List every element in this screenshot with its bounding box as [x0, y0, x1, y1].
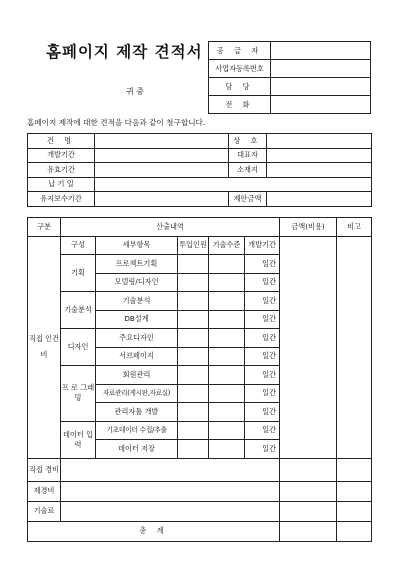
personnel-cell[interactable] — [178, 421, 209, 440]
total-amount[interactable] — [280, 521, 337, 541]
document-title: 홈페이지 제작 견적서 — [46, 43, 203, 61]
personnel-cell[interactable] — [178, 255, 209, 274]
personnel-cell[interactable] — [178, 366, 209, 385]
supplier-label: 공 급 자 — [209, 42, 271, 60]
skill-cell[interactable] — [209, 292, 245, 311]
personnel-cell[interactable] — [178, 273, 209, 292]
personnel-cell[interactable] — [178, 329, 209, 348]
valid-period-label: 유효기간 — [28, 163, 95, 178]
maintenance-period-label: 유지보수기간 — [28, 192, 95, 207]
phone-value[interactable] — [271, 96, 371, 114]
period-cell: 일간 — [245, 310, 280, 329]
delivery-date-label: 납 기 일 — [28, 177, 95, 192]
dev-period-value[interactable] — [95, 148, 229, 163]
period-cell: 일간 — [245, 273, 280, 292]
address-value[interactable] — [267, 163, 372, 178]
tech-fee-note[interactable] — [337, 501, 372, 521]
personnel-cell[interactable] — [178, 292, 209, 311]
personnel-cell[interactable] — [178, 310, 209, 329]
item-data-storage: 데이터 저장 — [96, 440, 178, 459]
labor-note-cell[interactable] — [337, 236, 372, 458]
manager-value[interactable] — [271, 78, 371, 96]
group-data-entry: 데이터 입 력 — [61, 421, 96, 458]
overhead-note[interactable] — [337, 481, 372, 501]
phone-label: 전 화 — [209, 96, 271, 114]
period-cell: 일간 — [245, 366, 280, 385]
skill-cell[interactable] — [209, 440, 245, 459]
item-project-planning: 프로젝트기획 — [96, 255, 178, 274]
personnel-cell[interactable] — [178, 403, 209, 422]
total-label: 총 계 — [28, 521, 280, 541]
item-sub-page: 서브페이지 — [96, 347, 178, 366]
period-header: 개발기간 — [245, 236, 280, 255]
period-cell: 일간 — [245, 421, 280, 440]
item-header: 세부항목 — [96, 236, 178, 255]
skill-cell[interactable] — [209, 384, 245, 403]
details-header: 산출내역 — [61, 218, 280, 237]
group-programming: 프 로 그래밍 — [61, 366, 96, 422]
skill-header: 기술수준 — [209, 236, 245, 255]
personnel-cell[interactable] — [178, 347, 209, 366]
delivery-date-value[interactable] — [95, 177, 372, 192]
manager-label: 담 당 — [209, 78, 271, 96]
personnel-cell[interactable] — [178, 384, 209, 403]
company-value[interactable] — [267, 134, 372, 149]
project-name-label: 건 명 — [28, 134, 95, 149]
project-info-table — [27, 133, 372, 207]
skill-cell[interactable] — [209, 347, 245, 366]
skill-cell[interactable] — [209, 273, 245, 292]
valid-period-value[interactable] — [95, 163, 229, 178]
skill-cell[interactable] — [209, 329, 245, 348]
supplier-table — [208, 41, 371, 114]
item-member-management: 회원관리 — [96, 366, 178, 385]
supplier-value[interactable] — [271, 42, 371, 60]
company-label: 상 호 — [229, 134, 267, 149]
direct-expense-label: 직접 경비 — [28, 458, 61, 481]
period-cell: 일간 — [245, 292, 280, 311]
direct-expense-amount[interactable] — [280, 458, 337, 481]
personnel-cell[interactable] — [178, 440, 209, 459]
overhead-details[interactable] — [61, 481, 280, 501]
period-cell: 일간 — [245, 384, 280, 403]
direct-expense-details[interactable] — [61, 458, 280, 481]
item-main-design: 주요디자인 — [96, 329, 178, 348]
business-number-label: 사업자등록번호 — [209, 60, 271, 78]
amount-header: 금액(비용) — [280, 218, 337, 237]
direct-expense-note[interactable] — [337, 458, 372, 481]
skill-cell[interactable] — [209, 310, 245, 329]
intro-text: 홈페이지 제작에 대한 견적을 다음과 같이 청구합니다. — [27, 118, 206, 127]
item-base-data-collection: 기초데이터 수집/추출 — [96, 421, 178, 440]
personnel-header: 투입인원 — [178, 236, 209, 255]
representative-value[interactable] — [267, 148, 372, 163]
tech-fee-label: 기술료 — [28, 501, 61, 521]
business-number-value[interactable] — [271, 60, 371, 78]
skill-cell[interactable] — [209, 421, 245, 440]
labor-amount-cell[interactable] — [280, 236, 337, 458]
recipient-label: 귀 중 — [126, 87, 144, 96]
category-header: 구분 — [28, 218, 61, 237]
skill-cell[interactable] — [209, 403, 245, 422]
item-tech-analysis: 기술분석 — [96, 292, 178, 311]
cost-breakdown-table — [27, 217, 372, 542]
group-design: 디자인 — [61, 329, 96, 366]
period-cell: 일간 — [245, 347, 280, 366]
maintenance-period-value[interactable] — [95, 192, 229, 207]
item-admin-tool: 관리자툴 개발 — [96, 403, 178, 422]
direct-labor-label: 직접 인건비 — [28, 236, 61, 458]
item-modeling-design: 모델링/디자인 — [96, 273, 178, 292]
tech-fee-details[interactable] — [61, 501, 280, 521]
tech-fee-amount[interactable] — [280, 501, 337, 521]
group-planning: 기획 — [61, 255, 96, 292]
proposal-amount-label: 제안금액 — [229, 192, 267, 207]
period-cell: 일간 — [245, 403, 280, 422]
overhead-label: 제경비 — [28, 481, 61, 501]
composition-header: 구성 — [61, 236, 96, 255]
skill-cell[interactable] — [209, 366, 245, 385]
item-db-design: DB설계 — [96, 310, 178, 329]
period-cell: 일간 — [245, 255, 280, 274]
proposal-amount-value[interactable] — [267, 192, 372, 207]
period-cell: 일간 — [245, 440, 280, 459]
group-tech-analysis: 기술분석 — [61, 292, 96, 329]
total-note[interactable] — [337, 521, 372, 541]
item-data-management: 자료관리(게시판,자료실) — [96, 384, 178, 403]
project-name-value[interactable] — [95, 134, 229, 149]
note-header: 비고 — [337, 218, 372, 237]
address-label: 소재지 — [229, 163, 267, 178]
period-cell: 일간 — [245, 329, 280, 348]
dev-period-label: 개발기간 — [28, 148, 95, 163]
overhead-amount[interactable] — [280, 481, 337, 501]
skill-cell[interactable] — [209, 255, 245, 274]
representative-label: 대표자 — [229, 148, 267, 163]
